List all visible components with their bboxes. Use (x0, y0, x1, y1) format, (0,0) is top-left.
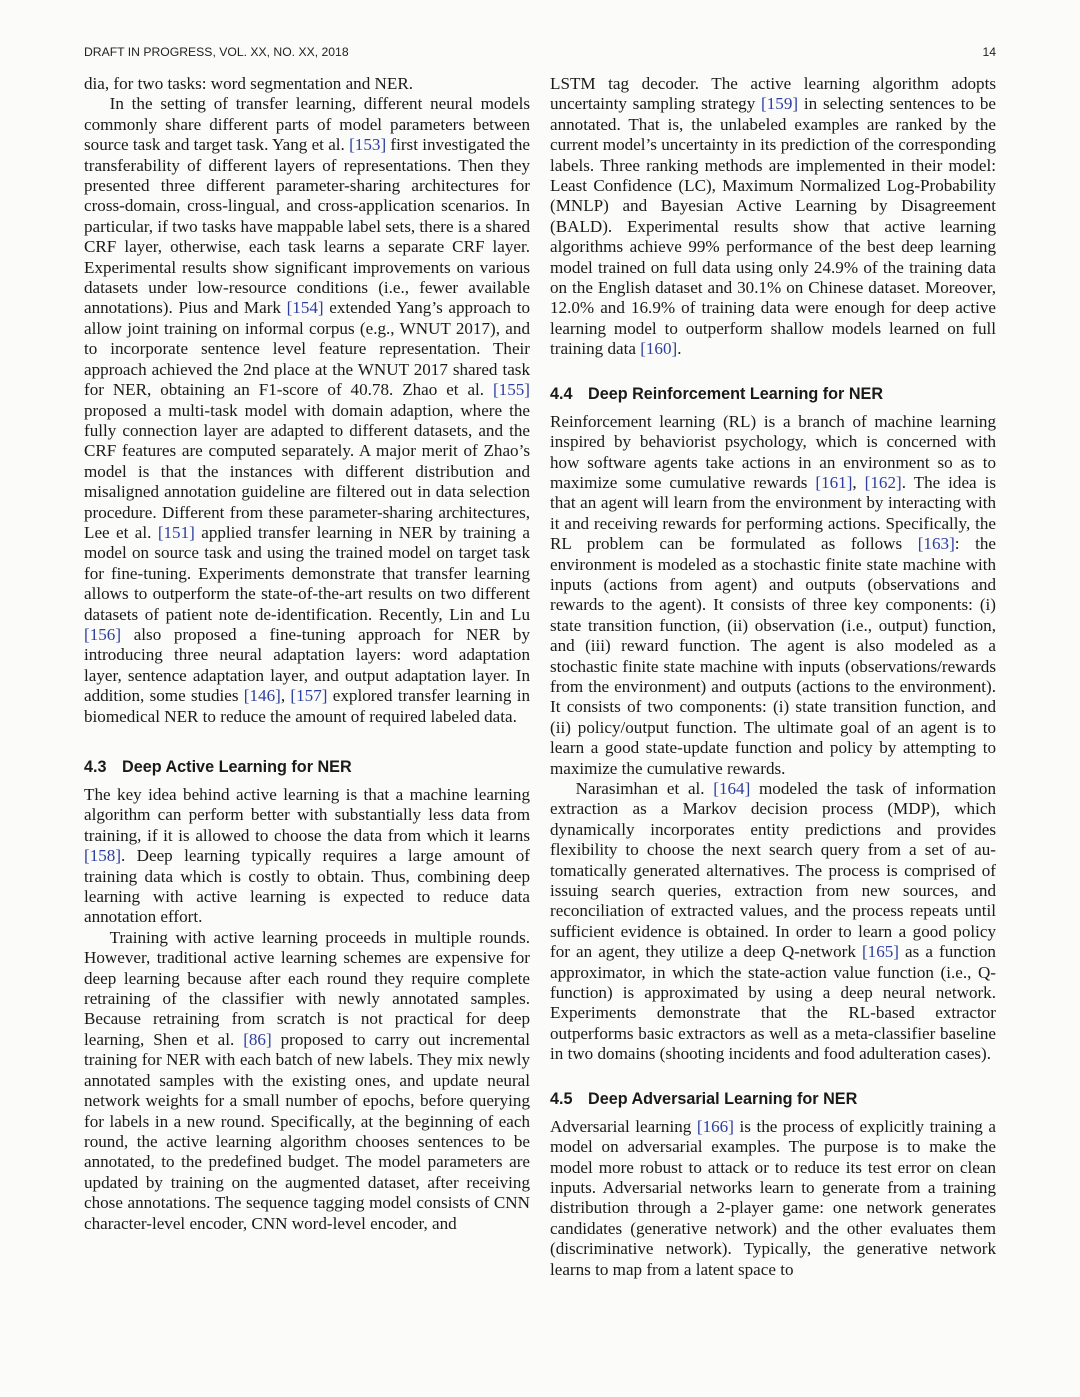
citation-159[interactable]: [159] (761, 94, 799, 114)
citation-164[interactable]: [164] (713, 779, 751, 798)
paragraph-continuation: dia, for two tasks: word segmentation and NER. (84, 74, 413, 93)
section-heading-4-3 (84, 757, 530, 777)
journal-header: DRAFT IN PROGRESS, VOL. XX, NO. XX, 2018 (84, 45, 349, 59)
citation-86[interactable]: [86] (243, 1029, 272, 1049)
paragraph-reinforcement-learning: Reinforcement learning (RL) is a branch of machine learning inspired by behaviorist psychology, which is concerned with how software agents take actions in an environment so as to maximize some cumulative rewards [161], [162]. The idea is that an agent will learn from the environment by interacting with it and receiving rewards for performing actions. Specifically, the RL problem can be formulated as follows [163]: the environment is modeled as a stochastic finite state machine with inputs (actions from agent) and outputs (observations and rewards to the agent). It consists of three key components: (i) state transition function, (ii) observation (i.e., output) function, and (iii) reward function. The agent is also modeled as a stochastic finite state machine with inputs (observations/rewards from the environment) and outputs (actions to the environment). It consists of two components: (i) state transition function, and (ii) policy/output function. The ultimate goal of an agent is to learn a good state-update function and policy by attempting to maximize the cumulative rewards. (550, 411, 997, 778)
paragraph-active-learning-results: LSTM tag decoder. The active learning algorithm adopts uncertainty sampling strategy [159] in selecting sentences to be annotated. That is, the unlabeled examples are ranked by the current model’s uncertainty in its prediction of the corresponding labels. Three ranking methods are implemented in their model: Least Confidence (LC), Maximum Normalized Log-Probability (MNLP) and Bayesian Active Learning by Disagreement (BALD). Experimental results show that active learning algorithms achieve 99% performance of the best deep learning model trained on full data using only 24.9% of the training data on the English dataset and 30.1% on Chinese dataset. Moreover, 12.0% and 16.9% of training data were enough for deep active learning model to outperform shallow models learned on full training data [160]. (550, 74, 996, 359)
citation-165[interactable]: [165] (861, 942, 899, 962)
citation-153[interactable]: [153] (349, 135, 387, 155)
section-number: 4.5 (550, 1089, 573, 1108)
section-heading-4-5 (550, 1089, 996, 1109)
citation-146[interactable]: [146] (243, 686, 281, 706)
paragraph-narasimhan: Narasimhan et al. [164] modeled the task of information extraction as a Markov decision process (MDP), which dynamically incorporates entity predictions and provides flexibility to choose the next search query from a set of automatically generated alternatives. The process is comprised of issuing search queries, extraction from new sources, and reconciliation of extracted values, and the process repeats until sufficient evidence is obtained. In order to learn a good policy for an agent, they utilize a deep Q-network [165] as a function approximator, in which the state-action value function (i.e., Q-function) is approximated by using a deep neural network. Experiments demonstrate that the RL-based extractor outperforms basic extractors as well as a meta-classifier baseline in two domains (shooting incidents and food adulteration cases). (550, 779, 996, 1064)
citation-158[interactable]: [158] (84, 846, 122, 866)
paragraph-active-learning-rounds: Training with active learning proceeds in multiple rounds. However, traditional active learning schemes are expensive for deep learning because after each round they require complete retraining of the classifier with newly annotated samples. Because retraining from scratch is not practical for deep learning, Shen et al. [86] proposed to carry out incremental training for NER with each batch of new labels. They mix newly annotated samples with the existing ones, and update neural network weights for a small number of epochs, before querying for labels in a new round. Specifically, at the beginning of each round, the active learning algorithm chooses sentences to be annotated, to the predefined budget. The model parameters are updated by training on the augmented dataset, after receiving chose annotations. The sequence tagging model consists of CNN character-level encoder, CNN word-level encoder, and (84, 927, 530, 1233)
citation-160[interactable]: [160] (640, 339, 678, 359)
citation-166[interactable]: [166] (696, 1116, 734, 1136)
paragraph-transfer-learning: In the setting of transfer learning, different neural models commonly share different parts of model parameters between source task and target task. Yang et al. [153] first investigated the transferability of different layers of representations. Then they presented three different parameter-sharing architectures for cross-domain, cross-lingual, and cross-application scenarios. In particular, if two tasks have mappable label sets, there is a shared CRF layer, otherwise, each task learns a separate CRF layer. Experimental results show significant improvements on various datasets under low-resource conditions (i.e., fewer available annotations). Pius and Mark [154] extended Yang’s approach to allow joint training on informal corpus (e.g., WNUT 2017), and to incorporate sentence level feature representation. Their approach achieved the 2nd place at the WNUT 2017 shared task for NER, obtaining an F1-score of 40.78. Zhao et al. [155] proposed a multi-task model with domain adaption, where the fully connection layer are adapted to different datasets, and the CRF features are computed separately. A major merit of Zhao’s model is that the instances with different distribution and misaligned annotation guideline are filtered out in data selection procedure. Different from these parameter-sharing architectures, Lee et al. [151] applied transfer learning in NER by training a model on source task and using the trained model on target task for fine-tuning. Experiments demonstrate that transfer learning allows to outperform the state-of-the-art results on two different datasets of patient note de-identification. Recently, Lin and Lu [156] also proposed a fine-tuning approach for NER by introducing three neural adaptation layers: word adaptation layer, sentence adaptation layer, and output adaptation layer. In addition, some studies [146], [157] explored transfer learning in biomedical NER to reduce the amount of required labeled data. (84, 94, 530, 726)
paragraph-active-learning-intro: The key idea behind active learning is that a machine learning algorithm can perform better with substantially less data from training, if it is allowed to choose the data from which it learns [158]. Deep learning typically requires a large amount of training data which is costly to obtain. Thus, combining deep learning with active learning is expected to reduce data annotation effort. (84, 785, 530, 927)
page-number: 14 (982, 45, 996, 59)
citation-156[interactable]: [156] (84, 624, 122, 644)
section-title: Deep Reinforcement Learning for NER (588, 384, 884, 403)
citation-161[interactable]: [161] (815, 472, 853, 492)
right-column (550, 74, 996, 1280)
running-header (84, 45, 996, 63)
paragraph-adversarial-learning: Adversarial learning [166] is the process of explicitly training a model on adversarial examples. The purpose is to make the model more robust to attack or to reduce its test error on clean inputs. Adversarial networks learn to generate from a training distribution through a 2-player game: one network generates candidates (generative network) and the other evaluates them (discriminative network). Typically, the generative network learns to map from a latent space to (550, 1116, 996, 1279)
citation-163[interactable]: [163] (917, 534, 955, 554)
section-heading-4-4 (550, 384, 996, 404)
citation-162[interactable]: [162] (864, 472, 902, 492)
left-column (84, 74, 530, 1234)
section-number: 4.4 (550, 384, 573, 403)
citation-151[interactable]: [151] (157, 522, 195, 542)
section-title: Deep Adversarial Learning for NER (588, 1089, 858, 1108)
citation-155[interactable]: [155] (492, 380, 530, 400)
citation-157[interactable]: [157] (290, 686, 328, 706)
citation-154[interactable]: [154] (286, 298, 324, 318)
section-title: Deep Active Learning for NER (122, 758, 352, 776)
section-number: 4.3 (84, 758, 107, 776)
